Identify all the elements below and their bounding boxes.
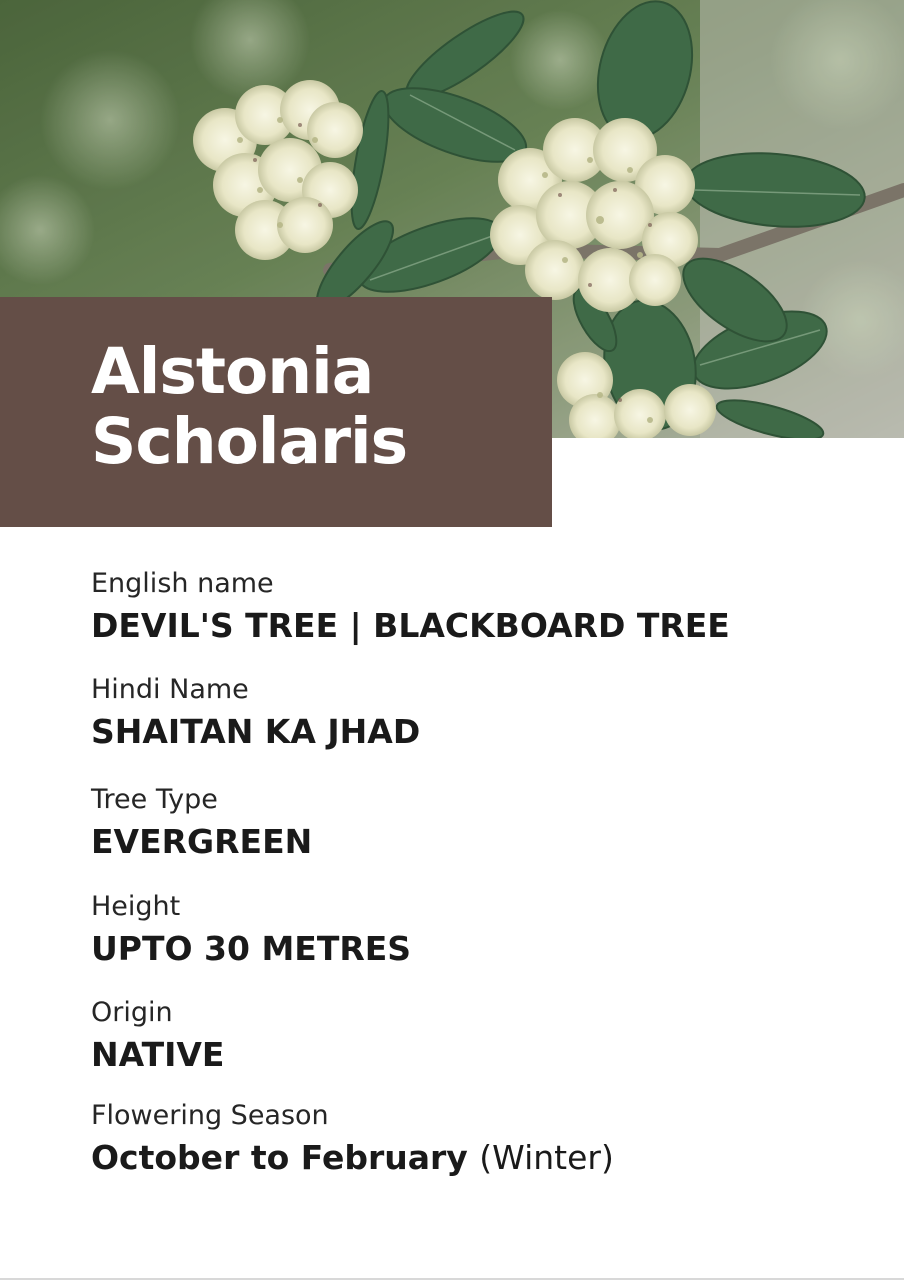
flowering-months: October to February: [91, 1138, 468, 1177]
title-panel: [0, 297, 552, 527]
fact-label: Origin: [91, 997, 173, 1028]
flowering-season-note: (Winter): [479, 1138, 614, 1177]
fact-height: [91, 888, 871, 972]
fact-label: English name: [91, 568, 274, 599]
fact-label: Tree Type: [91, 784, 218, 815]
fact-tree-type: [91, 781, 871, 865]
fact-value: EVERGREEN: [91, 822, 313, 861]
fact-value: DEVIL'S TREE | BLACKBOARD TREE: [91, 606, 730, 645]
title-line-2: Scholaris: [91, 405, 408, 478]
fact-value: SHAITAN KA JHAD: [91, 712, 421, 751]
title-line-1: Alstonia: [91, 335, 374, 408]
fact-hindi-name: [91, 671, 871, 755]
fact-value: NATIVE: [91, 1035, 225, 1074]
fact-label: Hindi Name: [91, 674, 249, 705]
fact-flowering-season: [91, 1097, 871, 1181]
fact-origin: [91, 994, 871, 1078]
fact-value: [91, 1135, 871, 1181]
page-title: [91, 337, 407, 477]
fact-english-name: [91, 565, 871, 649]
fact-label: Height: [91, 891, 181, 922]
fact-label: Flowering Season: [91, 1100, 329, 1131]
fact-value: UPTO 30 METRES: [91, 929, 412, 968]
